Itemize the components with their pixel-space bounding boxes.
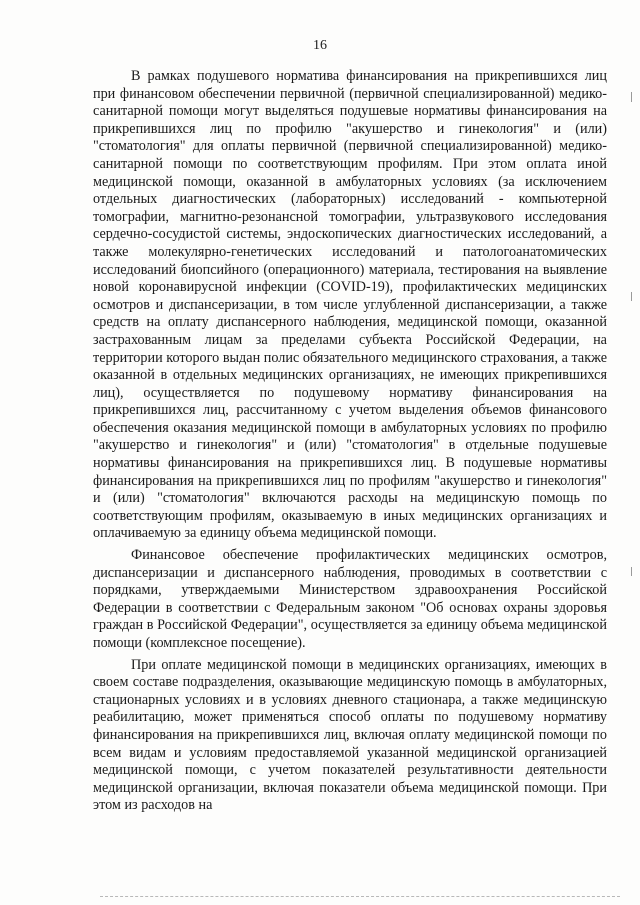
page-number: 16 (313, 38, 327, 53)
paragraph-payment-methods: При оплате медицинской помощи в медицинских организациях, имеющих в своем составе подразделения, оказывающие медицинскую помощь в амбулаторных, стационарных условиях и в условиях дневного стационара, а также медицинскую реабилитацию, может применяться способ оплаты по подушевому нормативу финансирования на прикрепившихся лиц, включая оплату медицинской помощи по всем видам и условиям предоставляемой указанной медицинской организацией медицинской помощи, с учетом показателей результативности деятельности медицинской организации, включая показатели объема медицинской помощи. При этом из расходов на (93, 656, 607, 814)
scan-artifact-mark (631, 567, 632, 576)
scan-artifact-mark (631, 92, 632, 102)
document-body (93, 68, 607, 815)
scan-bottom-edge (100, 896, 620, 897)
paragraph-capitation-profiles: В рамках подушевого норматива финансирования на прикрепившихся лиц при финансовом обеспечении первичной (первичной специализированной) медико-санитарной помощи могут выделяться подушевые нормативы финансирования на прикрепившихся лиц по профилю "акушерство и гинекология" и (или) "стоматология" для оплаты первичной (первичной специализированной) медико-санитарной помощи по соответствующим профилям. При этом оплата иной медицинской помощи, оказанной в амбулаторных условиях (за исключением отдельных диагностических (лабораторных) исследований - компьютерной томографии, магнитно-резонансной томографии, ультразвукового исследования сердечно-сосудистой системы, эндоскопических диагностических исследований, а также молекулярно-генетических исследований и патологоанатомических исследований биопсийного (операционного) материала, тестирования на выявление новой коронавирусной инфекции (COVID-19), профилактических медицинских осмотров и диспансеризации, в том числе углубленной диспансеризации, а также средств на оплату диспансерного наблюдения, медицинской помощи, оказанной застрахованным лицам за пределами субъекта Российской Федерации, на территории которого выдан полис обязательного медицинского страхования, а также оказанной в отдельных медицинских организациях, не имеющих прикрепившихся лиц), осуществляется по подушевому нормативу финансирования на прикрепившихся лиц, рассчитанному с учетом выделения объемов финансового обеспечения оказания медицинской помощи в амбулаторных условиях по профилю "акушерство и гинекология" и (или) "стоматология" в отдельные подушевые нормативы финансирования на прикрепившихся лиц. В подушевые нормативы финансирования на прикрепившихся лиц по профилям "акушерство и гинекология" и (или) "стоматология" включаются расходы на медицинскую помощь по соответствующим профилям, оказываемую в иных медицинских организациях и оплачиваемую за единицу объема медицинской помощи. (93, 68, 607, 542)
scan-artifact-mark (631, 292, 632, 301)
paragraph-preventive-examinations: Финансовое обеспечение профилактических медицинских осмотров, диспансеризации и диспансерного наблюдения, проводимых в соответствии с порядками, утверждаемыми Министерством здравоохранения Российской Федерации в соответствии с Федеральным законом "Об основах охраны здоровья граждан в Российской Федерации", осуществляется за единицу объема медицинской помощи (комплексное посещение). (93, 547, 607, 651)
